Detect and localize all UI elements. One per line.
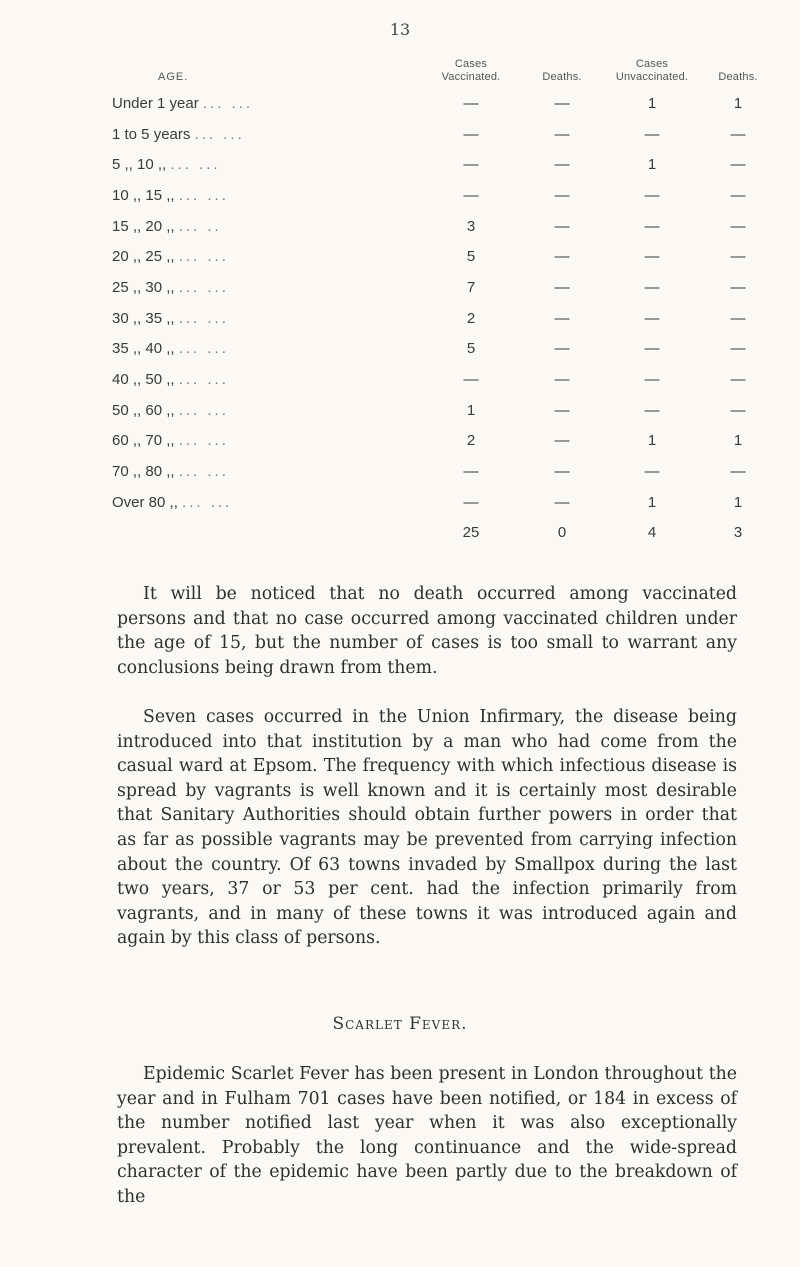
age-cell [112,211,426,242]
cell-value: — [554,493,570,511]
cell-value: 1 [647,432,657,450]
cell-value: 3 [466,217,476,235]
cell-value: — [554,156,570,174]
age-label: 20 ,, 25 ,, [112,248,175,266]
cases-unvaccinated-cell [608,456,696,487]
cell-value: 1 [466,401,476,419]
table-row [112,426,780,457]
cell-value: — [644,278,660,296]
dot-leader: ... ... [178,432,229,450]
table-header-row [112,58,780,88]
cases-vaccinated-cell [426,272,516,303]
cell-value: — [554,371,570,389]
cases-unvaccinated-cell [608,395,696,426]
table-body [112,88,780,548]
dot-leader: ... ... [178,278,229,296]
deaths-vaccinated-cell [516,334,608,365]
cell-value: 5 [466,248,476,266]
cell-value: — [554,309,570,327]
deaths-vaccinated-cell [516,211,608,242]
age-label: 5 ,, 10 ,, [112,156,167,174]
deaths-vaccinated-cell [516,487,608,518]
page-number: 13 [389,20,411,39]
age-cell [112,303,426,334]
cases-vaccinated-cell [426,149,516,180]
cell-value: — [554,340,570,358]
deaths-unvaccinated-cell [696,88,780,119]
cell-value: 1 [733,94,743,112]
total-cases-vaccinated-cell: 25 [462,524,480,542]
age-cell [112,149,426,180]
deaths-vaccinated-cell [516,119,608,150]
deaths-vaccinated-header: Deaths. [542,71,582,83]
cases-vaccinated-cell [426,426,516,457]
cell-value: — [554,186,570,204]
cell-value: — [730,340,746,358]
deaths-vaccinated-cell [516,456,608,487]
cases-unvaccinated-cell [608,272,696,303]
table-row [112,211,780,242]
cell-value: — [644,401,660,419]
cell-value: — [730,278,746,296]
deaths-unvaccinated-cell [696,426,780,457]
cases-unvaccinated-header-line1: Cases [635,58,669,70]
cell-value: — [554,463,570,481]
deaths-vaccinated-cell [516,241,608,272]
dot-leader: ... ... [194,125,245,143]
section-heading-scarlet-fever: Scarlet Fever. [332,1014,468,1034]
age-label: 60 ,, 70 ,, [112,432,175,450]
cell-value: — [463,493,479,511]
cell-value: — [730,217,746,235]
total-deaths-unvaccinated-cell: 3 [733,524,743,542]
cell-value: — [730,309,746,327]
cell-value: 1 [647,493,657,511]
deaths-vaccinated-cell [516,180,608,211]
cell-value: — [463,156,479,174]
cell-value: — [644,340,660,358]
cell-value: — [730,371,746,389]
cases-vaccinated-header-line1: Cases [454,58,488,70]
cases-vaccinated-cell [426,364,516,395]
table-row [112,180,780,211]
cell-value: — [554,125,570,143]
cases-vaccinated-cell [426,241,516,272]
dot-leader: ... ... [178,186,229,204]
cases-unvaccinated-cell [608,334,696,365]
cell-value: 1 [733,432,743,450]
deaths-vaccinated-cell [516,149,608,180]
cell-value: — [463,186,479,204]
cases-unvaccinated-cell [608,211,696,242]
cell-value: — [554,94,570,112]
age-header: AGE. [158,71,189,83]
cases-unvaccinated-cell [608,88,696,119]
age-cell [112,456,426,487]
cell-value: — [463,371,479,389]
age-cell [112,272,426,303]
table-row [112,272,780,303]
deaths-vaccinated-cell [516,426,608,457]
age-cell [112,180,426,211]
age-cell [112,364,426,395]
dot-leader: ... ... [182,493,233,511]
age-cell [112,119,426,150]
cell-value: — [554,401,570,419]
paragraph-vaccination-note: It will be noticed that no death occurred among vaccinated persons and that no case occurred among vaccinated children under the age of 15, but the number of cases is too small to warrant any conclusions being drawn from them. [117,584,737,678]
table-header [112,58,780,88]
age-cell [112,426,426,457]
deaths-unvaccinated-cell [696,149,780,180]
deaths-unvaccinated-cell [696,180,780,211]
cell-value: — [644,309,660,327]
cell-value: — [730,463,746,481]
deaths-unvaccinated-header: Deaths. [718,71,758,83]
paragraph-union-infirmary: Seven cases occurred in the Union Infirmary, the disease being introduced into that institution by a man who had come from the casual ward at Epsom. The frequency with which infectious disease is spread by vagrants is well known and it is certainly most desirable that Sanitary Authorities should obtain further powers in order that as far as possible vagrants may be prevented from carrying infection about the country. Of 63 towns invaded by Smallpox during the last two years, 37 or 53 per cent. had the infection primarily from vagrants, and in many of these towns it was introduced again and again by this class of persons. [117,707,737,949]
dot-leader: ... ... [178,463,229,481]
table-row [112,334,780,365]
cell-value: — [463,463,479,481]
deaths-vaccinated-cell [516,395,608,426]
cell-value: — [644,248,660,266]
cell-value: — [554,217,570,235]
cell-value: 1 [647,94,657,112]
age-label: 10 ,, 15 ,, [112,186,175,204]
cases-vaccinated-cell [426,456,516,487]
cases-unvaccinated-cell [608,364,696,395]
cell-value: — [730,401,746,419]
cell-value: — [463,125,479,143]
cases-unvaccinated-cell [608,180,696,211]
cell-value: 1 [733,493,743,511]
cell-value: 2 [466,309,476,327]
table-row [112,487,780,518]
cell-value: — [644,463,660,481]
cell-value: — [730,125,746,143]
age-cell [112,88,426,119]
age-cell [112,487,426,518]
dot-leader: ... ... [202,94,254,112]
age-label: 35 ,, 40 ,, [112,340,175,358]
age-label: 25 ,, 30 ,, [112,278,175,296]
cell-value: 2 [466,432,476,450]
table-row [112,456,780,487]
cases-vaccinated-cell [426,395,516,426]
deaths-unvaccinated-cell [696,395,780,426]
smallpox-age-table [112,58,780,548]
deaths-unvaccinated-cell [696,119,780,150]
dot-leader: ... .. [178,217,222,235]
cases-unvaccinated-cell [608,119,696,150]
table-row [112,149,780,180]
totals-row [112,518,780,549]
cases-unvaccinated-cell [608,426,696,457]
deaths-unvaccinated-cell [696,241,780,272]
cell-value: 5 [466,340,476,358]
dot-leader: ... ... [178,401,229,419]
cell-value: — [730,186,746,204]
age-label: 40 ,, 50 ,, [112,371,175,389]
deaths-unvaccinated-cell [696,364,780,395]
deaths-unvaccinated-cell [696,211,780,242]
deaths-unvaccinated-cell [696,272,780,303]
cases-vaccinated-header-line2: Vaccinated. [441,71,501,83]
age-label: 15 ,, 20 ,, [112,217,175,235]
table-row [112,303,780,334]
cases-vaccinated-cell [426,303,516,334]
dot-leader: ... ... [170,156,221,174]
total-deaths-vaccinated-cell: 0 [557,524,567,542]
cell-value: — [644,125,660,143]
cases-vaccinated-cell [426,88,516,119]
deaths-unvaccinated-cell [696,456,780,487]
deaths-unvaccinated-cell [696,487,780,518]
age-label: Over 80 ,, [112,493,178,511]
deaths-vaccinated-cell [516,272,608,303]
dot-leader: ... ... [178,340,229,358]
cell-value: — [554,278,570,296]
cases-vaccinated-cell [426,334,516,365]
table-row [112,364,780,395]
cases-vaccinated-header [426,58,516,88]
deaths-vaccinated-cell [516,364,608,395]
deaths-unvaccinated-cell [696,334,780,365]
cases-unvaccinated-cell [608,149,696,180]
cell-value: — [463,94,479,112]
totals-label-cell [112,518,426,549]
cases-unvaccinated-cell [608,241,696,272]
deaths-vaccinated-cell [516,303,608,334]
cases-vaccinated-cell [426,119,516,150]
age-label: 1 to 5 years [112,125,191,143]
table-row [112,119,780,150]
cell-value: — [730,248,746,266]
cell-value: 1 [647,156,657,174]
age-label: 50 ,, 60 ,, [112,401,175,419]
deaths-unvaccinated-cell [696,303,780,334]
age-label: 30 ,, 35 ,, [112,309,175,327]
deaths-vaccinated-cell [516,88,608,119]
age-cell [112,241,426,272]
dot-leader: ... ... [178,248,229,266]
cases-unvaccinated-header [608,58,696,88]
cell-value: — [644,217,660,235]
cell-value: — [644,186,660,204]
cases-unvaccinated-header-line2: Unvaccinated. [615,71,689,83]
cases-unvaccinated-cell [608,487,696,518]
dot-leader: ... ... [178,371,229,389]
cell-value: 7 [466,278,476,296]
table-row [112,88,780,119]
table-row [112,395,780,426]
total-cases-unvaccinated-cell: 4 [647,524,657,542]
cell-value: — [554,432,570,450]
cell-value: — [644,371,660,389]
cases-unvaccinated-cell [608,303,696,334]
age-label: Under 1 year [112,94,199,112]
cases-vaccinated-cell [426,211,516,242]
cell-value: — [730,156,746,174]
table-row [112,241,780,272]
paragraph-scarlet-fever: Epidemic Scarlet Fever has been present in London throughout the year and in Fulham 701 cases have been notified, or 184 in excess of the number notified last year when it was also exceptionally prevalent. Probably the long continuance and the wide-spread character of the epidemic have been partly due to the breakdown of the [117,1064,737,1207]
dot-leader: ... ... [178,309,229,327]
age-cell [112,334,426,365]
cases-vaccinated-cell [426,180,516,211]
cell-value: — [554,248,570,266]
cases-vaccinated-cell [426,487,516,518]
age-cell [112,395,426,426]
age-label: 70 ,, 80 ,, [112,463,175,481]
